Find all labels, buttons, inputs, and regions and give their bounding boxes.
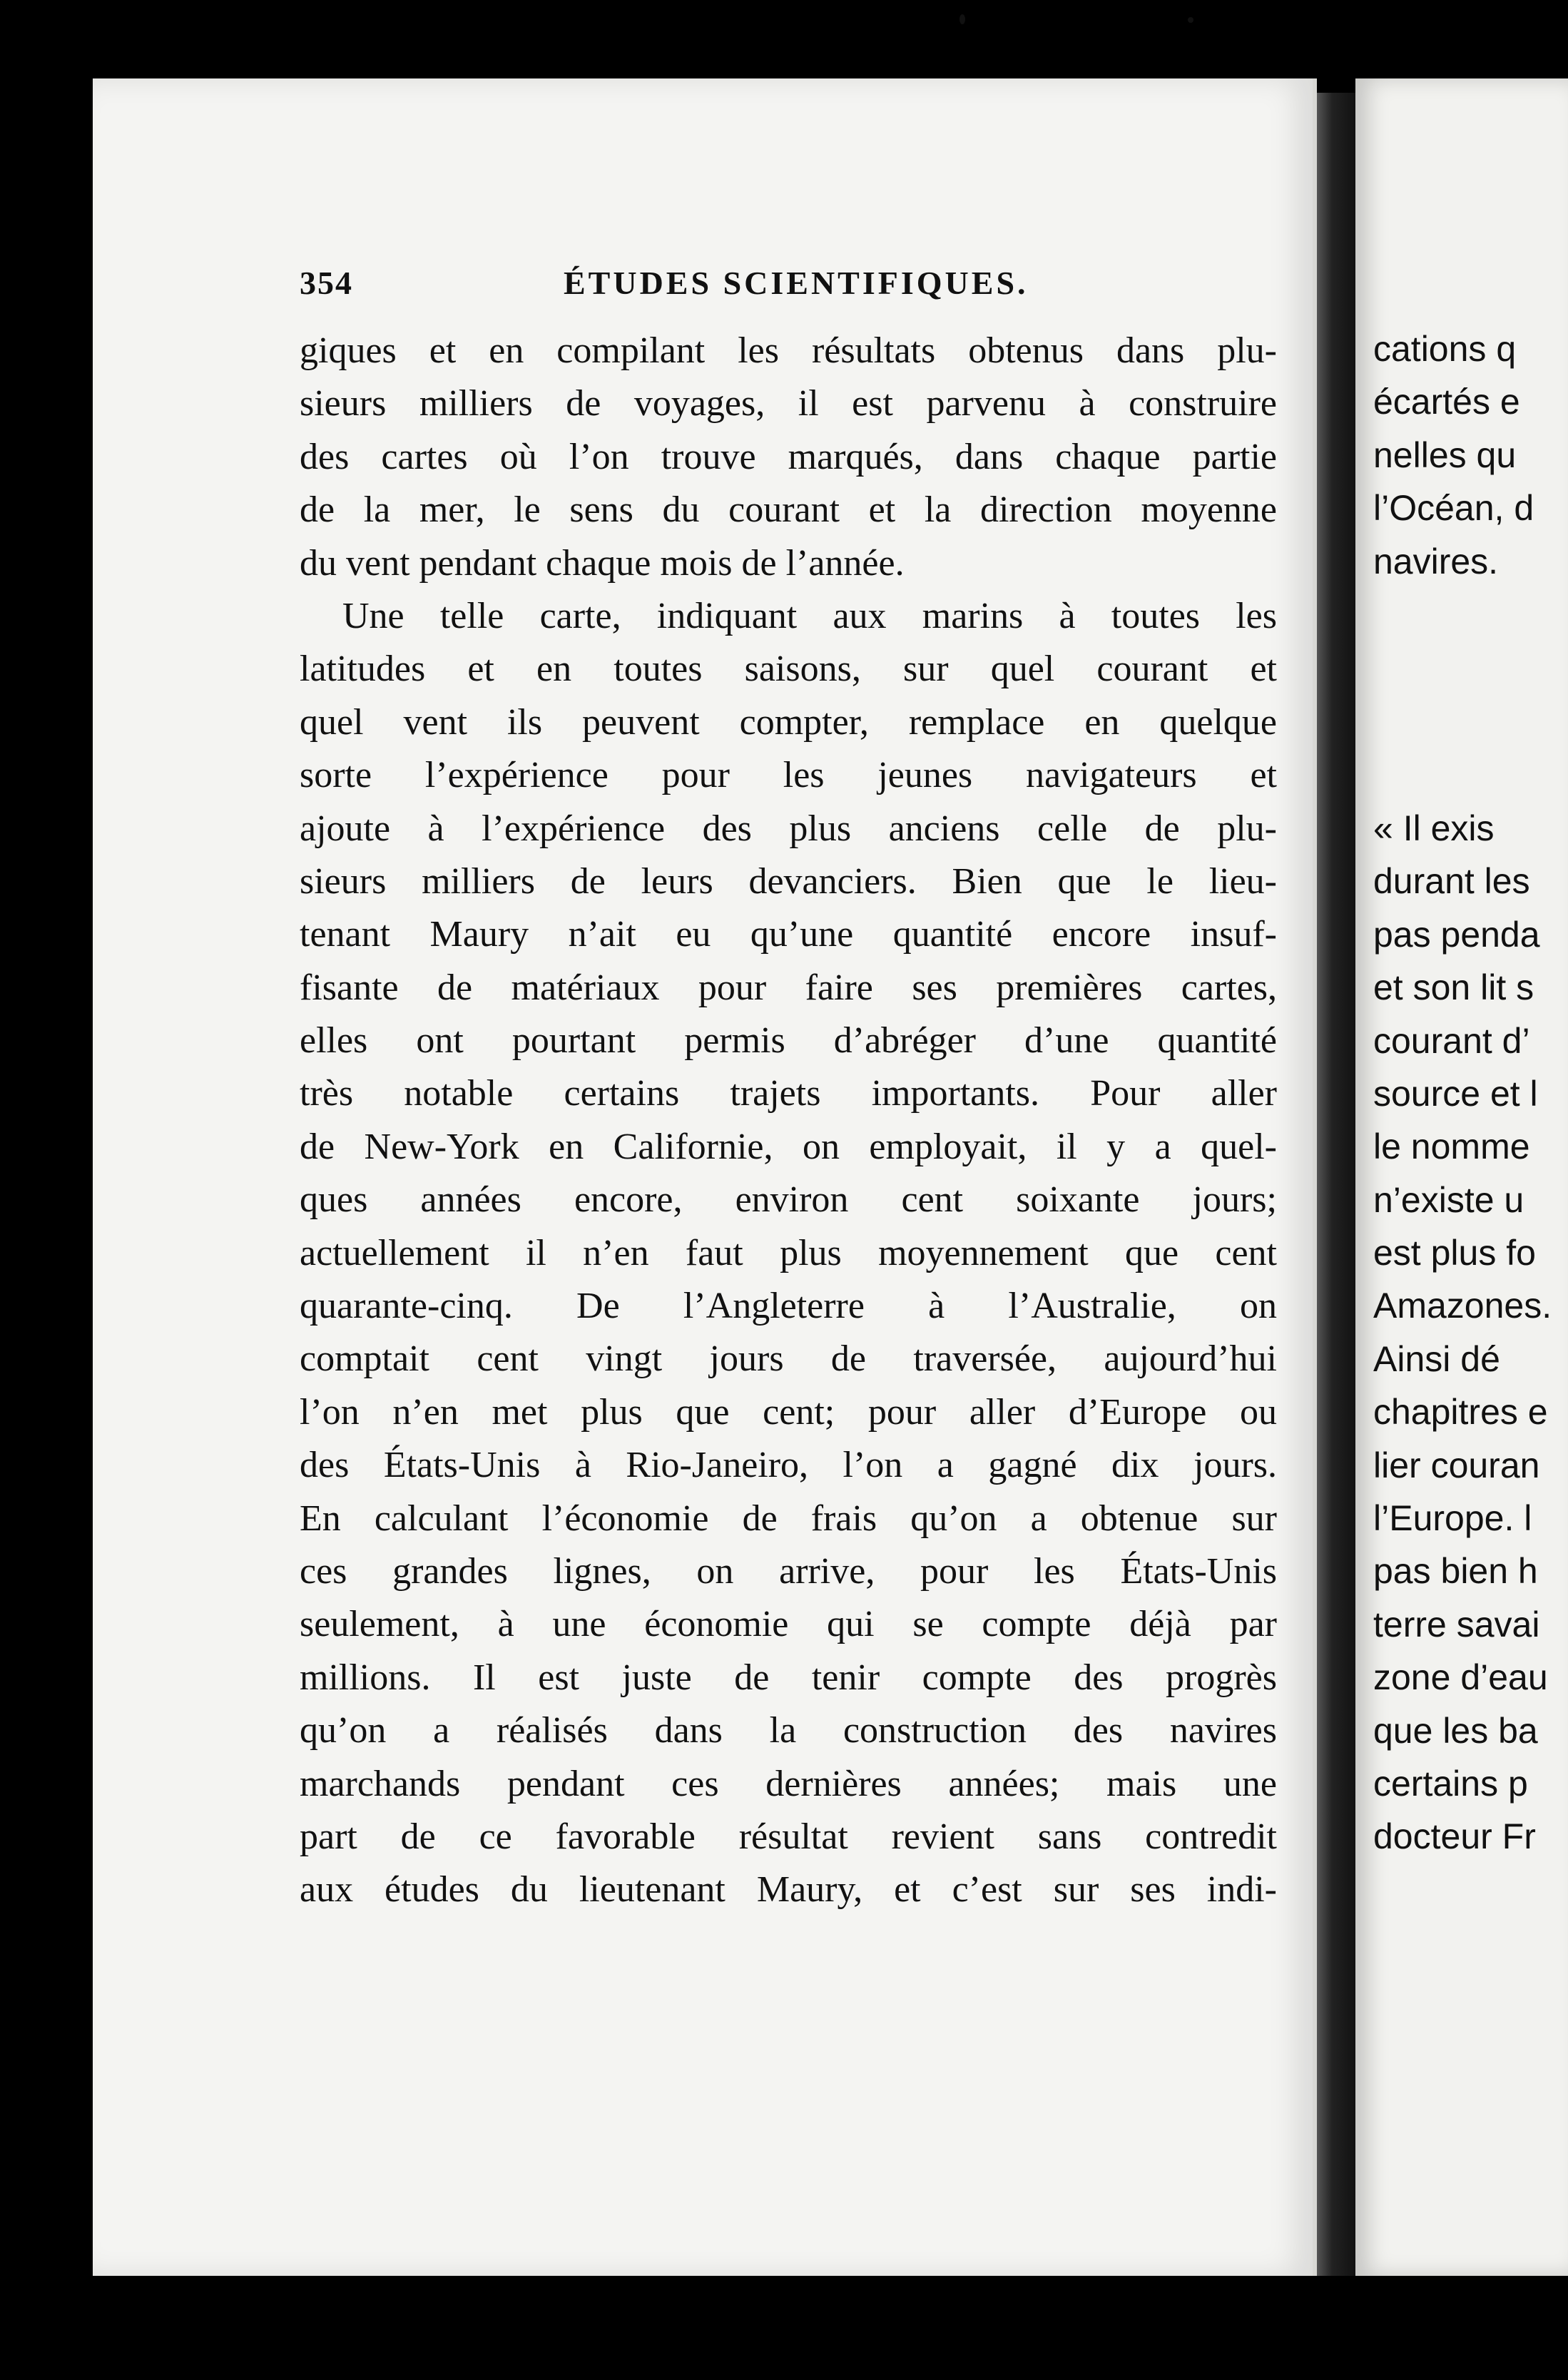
text-line: En calculant l’économie de frais qu’on a obtenue sur <box>300 1497 1277 1539</box>
text-line: qu’on a réalisés dans la construction des navires <box>300 1710 1277 1751</box>
text-line: comptait cent vingt jours de traversée, aujourd’hui <box>300 1338 1277 1380</box>
page-number: 354 <box>300 265 353 301</box>
text-line: seulement, à une économie qui se compte déjà par <box>300 1604 1277 1645</box>
text-line: écartés e <box>1373 382 1520 422</box>
text-line: zone d’eau <box>1373 1657 1548 1698</box>
text-line: chapitres e <box>1373 1392 1548 1433</box>
text-line: ces grandes lignes, on arrive, pour les États-Unis <box>300 1550 1277 1592</box>
text-line: lier couran <box>1373 1445 1540 1485</box>
page-header <box>300 264 1042 314</box>
text-line: l’Europe. l <box>1373 1498 1532 1539</box>
text-line: Amazones. <box>1373 1286 1552 1326</box>
text-line: aux études du lieutenant Maury, et c’est sur ses indi- <box>300 1869 1277 1911</box>
text-line: sorte l’expérience pour les jeunes navigateurs et <box>300 755 1277 796</box>
text-line: n’existe u <box>1373 1179 1524 1220</box>
running-title: ÉTUDES SCIENTIFIQUES. <box>564 265 1029 301</box>
text-line: terre savai <box>1373 1604 1540 1644</box>
text-line: ajoute à l’expérience des plus anciens celle de plu- <box>300 808 1277 849</box>
text-line: pas penda <box>1373 914 1540 955</box>
text-line: elles ont pourtant permis d’abréger d’une quantité <box>300 1020 1277 1062</box>
text-line: part de ce favorable résultat revient sans contredit <box>300 1816 1277 1857</box>
text-line: actuellement il n’en faut plus moyennement que cent <box>300 1232 1277 1273</box>
text-line: docteur Fr <box>1373 1816 1536 1857</box>
body-text <box>300 325 1277 1917</box>
text-line: tenant Maury n’ait eu qu’une quantité encore insuf- <box>300 914 1277 955</box>
text-line: latitudes et en toutes saisons, sur quel courant et <box>300 649 1277 690</box>
text-line: et son lit s <box>1373 967 1534 1008</box>
text-line: millions. Il est juste de tenir compte des progrès <box>300 1657 1277 1698</box>
text-line: courant d’ <box>1373 1020 1530 1061</box>
text-line: l’on n’en met plus que cent; pour aller d’Europe ou <box>300 1391 1277 1433</box>
text-line: pas bien h <box>1373 1551 1538 1592</box>
text-line: Une telle carte, indiquant aux marins à toutes les <box>342 595 1277 636</box>
text-line: l’Océan, d <box>1373 488 1534 529</box>
text-line: le nomme <box>1373 1127 1530 1167</box>
text-line: est plus fo <box>1373 1233 1536 1273</box>
text-line: Ainsi dé <box>1373 1338 1500 1379</box>
text-line: sieurs milliers de voyages, il est parvenu à construire <box>300 383 1277 424</box>
text-line: des États-Unis à Rio-Janeiro, l’on a gagné dix jours. <box>300 1445 1277 1486</box>
faded-block <box>1373 588 1568 695</box>
text-line: de la mer, le sens du courant et la direction moyenne <box>300 489 1277 531</box>
text-line: « Il exis <box>1373 808 1495 848</box>
text-line: nelles qu <box>1373 434 1517 475</box>
text-line: source et l <box>1373 1073 1538 1114</box>
text-line: du vent pendant chaque mois de l’année. <box>300 542 905 584</box>
dust-speck <box>959 14 965 24</box>
text-line: très notable certains trajets importants. Pour aller <box>300 1073 1277 1114</box>
text-line: quel vent ils peuvent compter, remplace en quelque <box>300 701 1277 743</box>
text-line: fisante de matériaux pour faire ses premières cartes, <box>300 967 1277 1008</box>
text-line: giques et en compilant les résultats obtenus dans plu- <box>300 330 1277 371</box>
text-line: ques années encore, environ cent soixante jours; <box>300 1179 1277 1221</box>
text-line: que les ba <box>1373 1710 1538 1751</box>
book-gutter <box>1317 93 1355 2276</box>
text-line: de New-York en Californie, on employait, il y a quel- <box>300 1126 1277 1167</box>
dust-speck <box>1188 17 1193 23</box>
text-line: quarante-cinq. De l’Angleterre à l’Australie, on <box>300 1286 1277 1327</box>
text-line: des cartes où l’on trouve marqués, dans chaque partie <box>300 436 1277 477</box>
text-line: marchands pendant ces dernières années; mais une <box>300 1763 1277 1804</box>
text-line: cations q <box>1373 329 1517 369</box>
text-line: navires. <box>1373 541 1499 581</box>
text-line: durant les <box>1373 861 1530 902</box>
text-line: certains p <box>1373 1763 1528 1804</box>
text-line: sieurs milliers de leurs devanciers. Bien que le lieu- <box>300 860 1277 902</box>
right-page-text <box>1373 322 1568 1863</box>
faded-block <box>1373 695 1568 802</box>
